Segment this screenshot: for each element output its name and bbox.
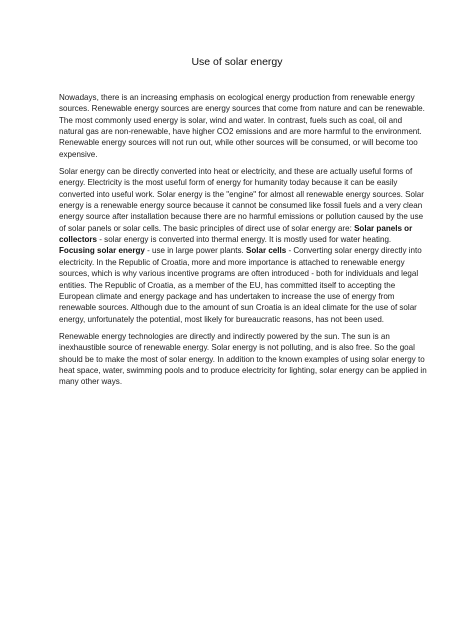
document-body: [59, 92, 427, 388]
paragraph-text: - use in large power plants.: [144, 246, 246, 256]
paragraph-text: - solar energy is converted into thermal energy. It is mostly used for water heating.: [97, 235, 392, 245]
bold-term-focusing-solar-energy: Focusing solar energy: [59, 246, 145, 256]
paragraph-renewable-technologies: Renewable energy technologies are directly and indirectly powered by the sun. The sun is an inexhaustible source of renewable energy. Solar energy is not polluting, and is also free. So the goal should be to make the most of solar energy. In addition to the known examples of using solar energy to heat space, water, swimming pools and to produce electricity for lighting, solar energy can be applied in many other ways.: [59, 331, 427, 387]
paragraph-text: Solar energy can be directly converted into heat or electricity, and these are actually useful forms of energy. Electricity is the most useful form of energy for humanity today because it can be easily converted into useful work. Solar energy is the "engine" for almost all renewable energy sources. Solar energy is a renewable energy source because it cannot be consumed like fossil fuels and a very clean energy source after installation because there are no harmful emissions or pollution caused by the use of solar panels or solar cells. The basic principles of direct use of solar energy are:: [59, 167, 424, 233]
paragraph-intro: Nowadays, there is an increasing emphasis on ecological energy production from renewable energy sources. Renewable energy sources are energy sources that come from nature and can be renewable. The most commonly used energy is solar, wind and water. In contrast, fuels such as coal, oil and natural gas are non-renewable, have higher CO2 emissions and are more harmful to the environment. Renewable energy sources will not run out, while other sources will be consumed, or will become too expensive.: [59, 93, 425, 159]
paragraph-text: - Converting solar energy directly into electricity. In the Republic of Croatia, more and more importance is attached to renewable energy sources, which is why various incentive programs are often introduced - both for individuals and legal entities. The Republic of Croatia, as a member of the EU, has committed itself to accepting the European climate and energy package and has undertaken to increase the use of energy from renewable sources. Although due to the amount of sun Croatia is an ideal climate for the use of solar energy, unfortunately the potential, most likely for bureaucratic reasons, has not been used.: [59, 246, 422, 324]
document-title: Use of solar energy: [191, 56, 283, 68]
bold-term-solar-cells: Solar cells: [245, 246, 287, 256]
paragraph-solar-conversion: [59, 166, 427, 325]
bold-term-solar-panels: Solar panels or collectors: [59, 223, 413, 245]
